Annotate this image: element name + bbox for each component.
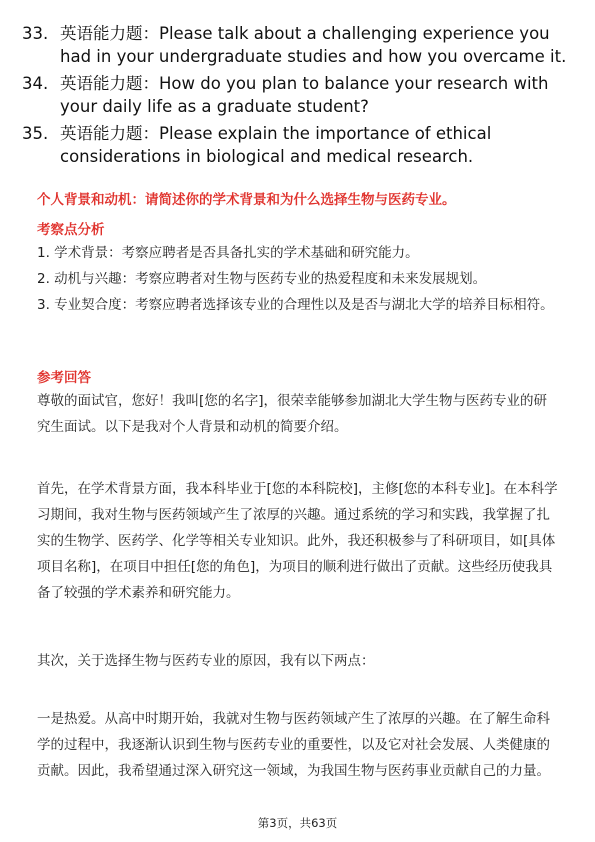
question-text: 英语能力题：Please talk about a challenging experience you had in your undergraduate studies and how you overcame it.	[60, 24, 567, 66]
answer-title: 参考回答	[37, 370, 91, 386]
question-item	[22, 122, 582, 168]
question-list	[22, 22, 582, 172]
analysis-points	[37, 240, 559, 318]
question-number: 34.	[22, 74, 49, 93]
question-number: 33.	[22, 24, 49, 43]
analysis-point: 3. 专业契合度：考察应聘者选择该专业的合理性以及是否与湖北大学的培养目标相符。	[37, 297, 554, 313]
question-text: 英语能力题：Please explain the importance of ethical considerations in biological and medical research.	[60, 124, 492, 166]
analysis-title: 考察点分析	[37, 222, 105, 238]
page-footer: 第3页，共63页	[257, 816, 338, 830]
question-number: 35.	[22, 124, 49, 143]
answer-paragraph: 其次，关于选择生物与医药专业的原因，我有以下两点：	[37, 653, 375, 669]
analysis-point: 1. 学术背景：考察应聘者是否具备扎实的学术基础和研究能力。	[37, 245, 419, 261]
question-item	[22, 72, 582, 118]
answer-paragraph: 一是热爱。从高中时期开始，我就对生物与医药领域产生了浓厚的兴趣。在了解生命科学的过程中，我逐渐认识到生物与医药专业的重要性，以及它对社会发展、人类健康的贡献。因此，我希望通过深入研究这一领域，为我国生物与医药事业贡献自己的力量。	[37, 711, 550, 779]
analysis-point: 2. 动机与兴趣：考察应聘者对生物与医药专业的热爱程度和未来发展规划。	[37, 271, 487, 287]
question-item	[22, 22, 582, 68]
section-heading: 个人背景和动机：请简述你的学术背景和为什么选择生物与医药专业。	[37, 192, 456, 208]
question-text: 英语能力题：How do you plan to balance your research with your daily life as a graduate student?	[60, 74, 549, 116]
answer-paragraph: 尊敬的面试官，您好！我叫[您的名字]，很荣幸能够参加湖北大学生物与医药专业的研究生面试。以下是我对个人背景和动机的简要介绍。	[37, 393, 548, 435]
answer-paragraph: 首先，在学术背景方面，我本科毕业于[您的本科院校]，主修[您的本科专业]。在本科学习期间，我对生物与医药领域产生了浓厚的兴趣。通过系统的学习和实践，我掌握了扎实的生物学、医药学、化学等相关专业知识。此外，我还积极参与了科研项目，如[具体项目名称]，在项目中担任[您的角色]，为项目的顺利进行做出了贡献。这些经历使我具备了较强的学术素养和研究能力。	[37, 481, 558, 601]
